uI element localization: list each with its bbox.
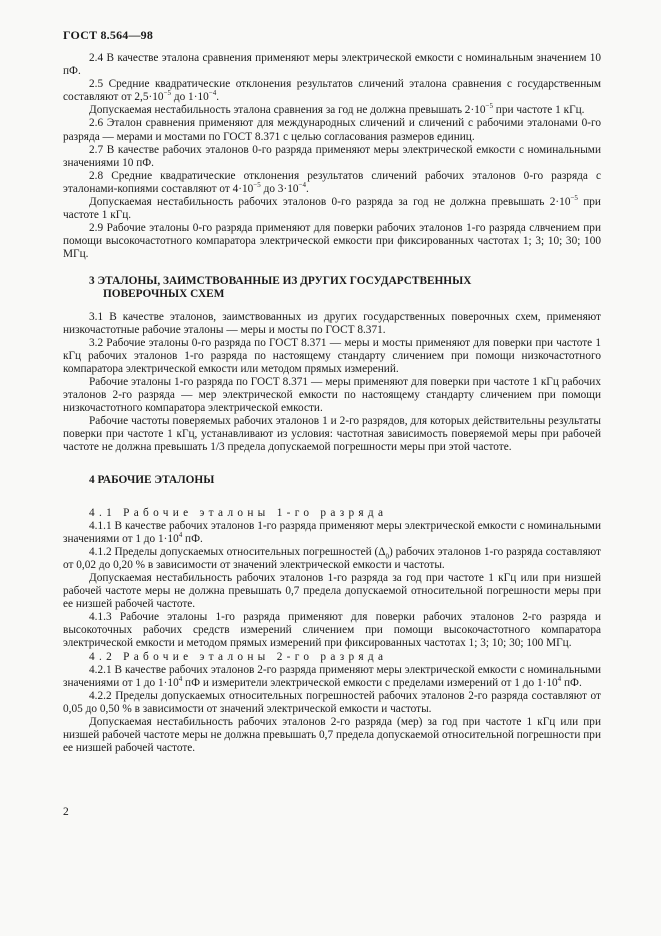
subsection-4-1-heading: 4.1 Рабочие эталоны 1-го разряда	[89, 506, 388, 519]
page-number: 2	[63, 806, 69, 818]
paragraph-4-2-2: 4.2.2 Пределы допускаемых относительных погрешностей рабочих эталонов 2-го разряда составляют от 0,05 до 0,50 % в зависимости от значений электрической емкости и частоты.	[63, 689, 601, 715]
paragraph-2-8: 2.8 Средние квадратические отклонения результатов сличений рабочих эталонов 0-го разряда с эталонами-копиями составляют от $4\cdot 10^{-5}$ до $3\cdot 10^{-4}$.	[63, 169, 601, 195]
section-4-heading: 4 РАБОЧИЕ ЭТАЛОНЫ	[89, 473, 215, 486]
paragraph-4-1-3: 4.1.3 Рабочие эталоны 1-го разряда применяют для поверки рабочих эталонов 2-го разряда и высокоточных рабочих средств измерений сличением при помощи высокочастотного компаратора электрической емкости и методом прямых измерений при фиксированных частотах 1; 3; 10; 30; 100 МГц.	[63, 611, 601, 650]
paragraph-2-6: 2.6 Эталон сравнения применяют для международных сличений и сличений с рабочими эталонами 0-го разряда — мерами и мостами по ГОСТ 8.371 с целью согласования размеров единиц.	[63, 117, 601, 143]
subsection-4-2-heading: 4.2 Рабочие эталоны 2-го разряда	[89, 650, 388, 663]
paragraph-4-1-2-instability: Допускаемая нестабильность рабочих эталонов 1-го разряда за год при частоте 1 кГц или при низшей рабочей частоте меры не должна превышать 0,7 предела допускаемой относительной погрешности меры при ее низшей рабочей частоте.	[63, 572, 601, 611]
paragraph-3-2-b: Рабочие эталоны 1-го разряда по ГОСТ 8.371 — меры применяют для поверки при частоте 1 кГц рабочих эталонов 2-го разряда — мер электрической емкости по настоящему стандарту сличением при помощи низкочастотного компаратора электрической емкости.	[63, 375, 601, 415]
paragraph-3-2: 3.2 Рабочие эталоны 0-го разряда по ГОСТ 8.371 — меры и мосты применяют для поверки при частоте 1 кГц рабочих эталонов 1-го разряда по настоящему стандарту сличением при помощи низкочастотного компаратора электрической емкости или методом прямых измерений.	[63, 336, 601, 375]
document-header: ГОСТ 8.564—98	[63, 28, 154, 42]
document-body	[63, 52, 601, 755]
paragraph-4-2-2-instability: Допускаемая нестабильность рабочих эталонов 2-го разряда (мер) за год при частоте 1 кГц или при низшей рабочей частоте меры не должна превышать 0,7 предела допускаемой относительной погрешности при ее низшей рабочей частоте.	[63, 716, 601, 755]
paragraph-3-2-c: Рабочие частоты поверяемых рабочих эталонов 1 и 2-го разрядов, для которых действительны результаты поверки при частоте 1 кГц, устанавливают из условия: частотная зависимость поверяемой меры при рабочей частоте не должна превышать 1/3 предела допускаемой погрешности меры при этой частоте.	[63, 415, 601, 454]
paragraph-4-1-2: 4.1.2 Пределы допускаемых относительных погрешностей $(\Delta_0)$ рабочих эталонов 1-го разряда составляют от 0,02 до 0,20 % в зависимости от значений электрической емкости и частоты.	[63, 545, 601, 571]
paragraph-2-4: 2.4 В качестве эталона сравнения применяют меры электрической емкости с номинальным значением 10 пФ.	[63, 52, 601, 78]
paragraph-4-1-1: 4.1.1 В качестве рабочих эталонов 1-го разряда применяют меры электрической емкости с номинальными значениями от 1 до $1\cdot 10^4$ пФ.	[63, 519, 601, 545]
section-3-heading: 3 ЭТАЛОНЫ, ЗАИМСТВОВАННЫЕ ИЗ ДРУГИХ ГОСУДАРСТВЕННЫХ ПОВЕРОЧНЫХ СХЕМ	[89, 274, 472, 300]
paragraph-4-2-1: 4.2.1 В качестве рабочих эталонов 2-го разряда применяют меры электрической емкости с номинальными значениями от 1 до $1\cdot 10^4$ пФ и измерители электрической емкости с пределами измерений от 1 до $1\cdot 10^4$ пФ.	[63, 663, 601, 689]
paragraph-2-5: 2.5 Средние квадратические отклонения результатов сличений эталона сравнения с государственным составляют от $2,5\cdot 10^{-5}$ до $1\cdot 10^{-4}$.	[63, 78, 601, 104]
paragraph-2-5-instability: Допускаемая нестабильность эталона сравнения за год не должна превышать $2\cdot 10^{-5}$ при частоте 1 кГц.	[89, 102, 585, 117]
paragraph-2-8-instability: Допускаемая нестабильность рабочих эталонов 0-го разряда за год не должна превышать $2\cdot 10^{-5}$ при частоте 1 кГц.	[63, 194, 601, 222]
paragraph-3-1: 3.1 В качестве эталонов, заимствованных из других государственных поверочных схем, применяют низкочастотные рабочие эталоны — меры и мосты по ГОСТ 8.371.	[63, 310, 601, 336]
paragraph-2-7: 2.7 В качестве рабочих эталонов 0-го разряда применяют меры электрической емкости с номинальными значениями 10 пФ.	[63, 143, 601, 169]
paragraph-2-9: 2.9 Рабочие эталоны 0-го разряда применяют для поверки рабочих эталонов 1-го разряда слвчением при помощи высокочастотного компаратора электрической емкости при фиксированных частотах 1; 3; 10; 30; 100 МГц.	[63, 222, 601, 261]
